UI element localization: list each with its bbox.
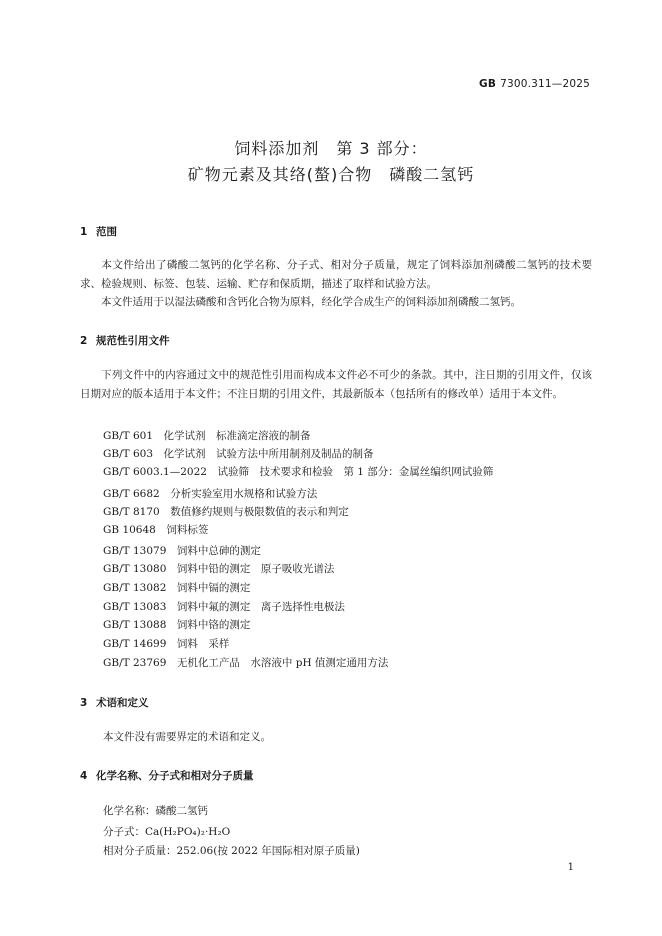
molecular-mass: 相对分子质量：252.06(按 2022 年国际相对原子质量)	[103, 845, 360, 857]
scope-paragraph-1: 本文件给出了磷酸二氢钙的化学名称、分子式、相对分子质量，规定了饲料添加剂磷酸二氢钙的技术要求、检验规则、标签、包装、运输、贮存和保质期，描述了取样和试验方法。	[80, 259, 592, 290]
page-number: 1	[567, 862, 574, 873]
section-heading-normative-references: 2 规范性引用文件	[80, 335, 170, 347]
reference-item: GB/T 8170 数值修约规则与极限数值的表示和判定	[103, 506, 349, 518]
reference-item: GB 10648 饲料标签	[103, 524, 209, 536]
section-heading-terms: 3 术语和定义	[80, 697, 149, 709]
reference-item: GB/T 6682 分析实验室用水规格和试验方法	[103, 488, 318, 500]
molecular-formula: 分子式：Ca(H₂PO₄)₂·H₂O	[103, 826, 231, 838]
standard-number: GB 7300.311—2025	[479, 78, 590, 90]
reference-item: GB/T 13088 饲料中铬的测定	[103, 619, 251, 631]
section-heading-scope: 1 范围	[80, 226, 117, 238]
reference-item: GB/T 13080 饲料中铅的测定 原子吸收光谱法	[103, 563, 335, 575]
terms-paragraph: 本文件没有需要界定的术语和定义。	[103, 731, 271, 743]
reference-item: GB/T 13082 饲料中镉的测定	[103, 582, 251, 594]
title-line-2: 矿物元素及其络(螯)合物 磷酸二氢钙	[187, 165, 475, 184]
reference-item: GB/T 603 化学试剂 试验方法中所用制剂及制品的制备	[103, 448, 374, 460]
reference-item: GB/T 6003.1—2022 试验筛 技术要求和检验 第 1 部分：金属丝编织网试验筛	[103, 466, 494, 478]
section-heading-chemical-name: 4 化学名称、分子式和相对分子质量	[80, 770, 254, 782]
reference-item: GB/T 13079 饲料中总砷的测定	[103, 545, 261, 557]
chemical-name: 化学名称：磷酸二氢钙	[103, 805, 208, 817]
references-intro: 下列文件中的内容通过文中的规范性引用而构成本文件必不可少的条款。其中，注日期的引用文件，仅该日期对应的版本适用于本文件；不注日期的引用文件，其最新版本（包括所有的修改单）适用于本文件。	[80, 369, 592, 400]
reference-item: GB/T 14699 饲料 采样	[103, 638, 230, 650]
reference-item: GB/T 23769 无机化工产品 水溶液中 pH 值测定通用方法	[103, 657, 389, 669]
reference-item: GB/T 13083 饲料中氟的测定 离子选择性电极法	[103, 601, 345, 613]
reference-item: GB/T 601 化学试剂 标准滴定溶液的制备	[103, 430, 311, 442]
scope-paragraph-2: 本文件适用于以湿法磷酸和含钙化合物为原料，经化学合成生产的饲料添加剂磷酸二氢钙。	[101, 296, 521, 308]
title-line-1: 饲料添加剂 第 3 部分：	[234, 139, 428, 158]
